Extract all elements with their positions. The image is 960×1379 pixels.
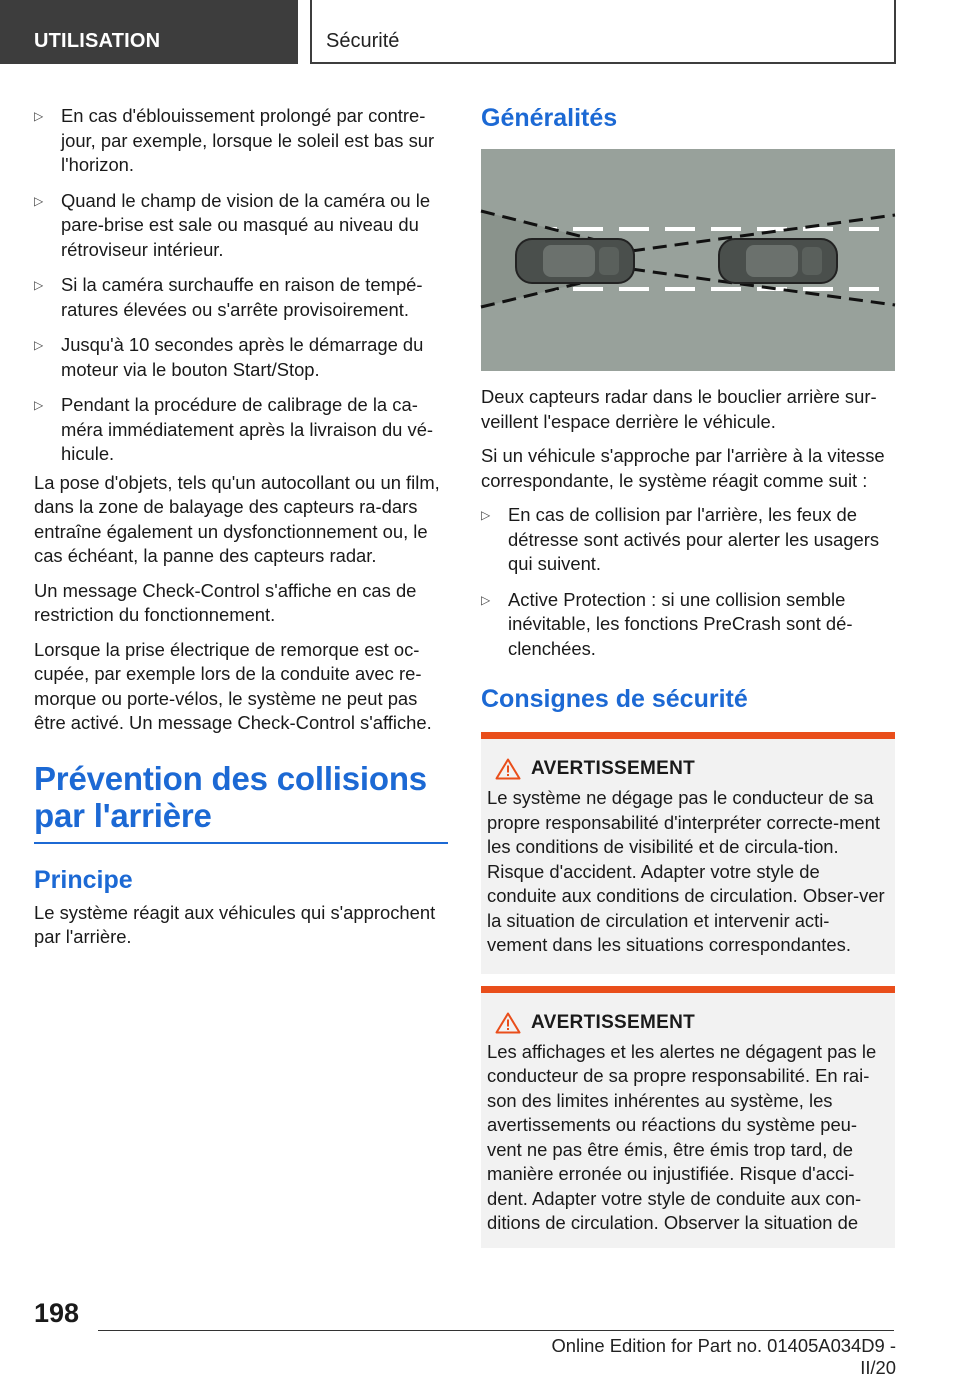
- left-column: [34, 104, 448, 960]
- list-item: [34, 104, 448, 178]
- bullet-triangle-icon: ▷: [34, 193, 44, 208]
- bullet-triangle-icon: ▷: [34, 278, 44, 292]
- edition-footer: Online Edition for Part no. 01405A034D9 - II/20: [551, 1335, 896, 1378]
- bullet-triangle-icon: ▷: [481, 592, 491, 607]
- paragraph: La pose d'objets, tels qu'un autocollant ou un film, dans la zone de balayage des capteurs ra-dars entraîne également un dysfonctionnement ou, le cas échéant, la panne des capteurs radar.: [34, 471, 440, 566]
- paragraph: Si un véhicule s'approche par l'arrière à la vitesse correspondante, le système réagit comme suit :: [481, 445, 885, 491]
- list-item-text: Active Protection : si une collision semble inévitable, les fonctions PreCrash sont dé-clenchées.: [508, 588, 853, 659]
- principle-heading: Principe: [34, 865, 133, 894]
- right-column: [481, 104, 895, 1248]
- own-car-icon: [719, 239, 837, 283]
- following-car-icon: [516, 239, 634, 283]
- page-number: 198: [34, 1298, 80, 1328]
- list-item-text: En cas de collision par l'arrière, les feux de détresse sont activés pour alerter les usagers qui suivent.: [508, 504, 880, 574]
- bullet-triangle-icon: ▷: [481, 508, 491, 522]
- paragraph: Un message Check-Control s'affiche en cas de restriction du fonctionnement.: [34, 579, 417, 625]
- list-item: [34, 333, 448, 382]
- paragraph: Deux capteurs radar dans le bouclier arrière sur-veillent l'espace derrière le véhicule.: [481, 386, 877, 432]
- warning-header: [495, 1012, 887, 1034]
- warning-title: AVERTISSEMENT: [531, 1011, 696, 1033]
- section-title: Prévention des collisions par l'arrière: [34, 760, 448, 844]
- list-item-text: En cas d'éblouissement prolongé par contre-jour, par exemple, lorsque le soleil est bas sur l'horizon.: [61, 105, 435, 175]
- rear-radar-illustration: [481, 149, 895, 371]
- list-item-text: Si la caméra surchauffe en raison de tempé-ratures élevées ou s'arrête provisoirement.: [61, 274, 423, 320]
- warning-box: [481, 732, 895, 974]
- warning-triangle-icon: [495, 758, 521, 780]
- warning-text: Les affichages et les alertes ne dégagent pas le conducteur de sa propre responsabilité. En rai-son des limites inhérentes au système, les avertissements ou réactions du système peu-vent ne pas être émis, être émis trop tard, de manière erronée ou injustifiée. Risque d'acci-dent. Adapter votre style de conduite aux con-ditions de circulation. Observer la situation de: [487, 1040, 877, 1233]
- warning-triangle-icon: [495, 1012, 521, 1034]
- list-item: [481, 588, 895, 662]
- section-tab: UTILISATION: [0, 0, 298, 64]
- chapter-title: Sécurité: [310, 0, 896, 64]
- list-item: [34, 273, 448, 322]
- list-item-text: Pendant la procédure de calibrage de la ca-méra immédiatement après la livraison du vé-hicule.: [61, 394, 434, 464]
- principle-text: Le système réagit aux véhicules qui s'approchent par l'arrière.: [34, 901, 436, 947]
- footer-divider: [98, 1330, 894, 1331]
- paragraph: Lorsque la prise électrique de remorque est oc-cupée, par exemple lors de la conduite avec re-morque ou porte-vélos, le système ne peut pas être activé. Un message Check-Control s'affiche.: [34, 638, 432, 733]
- warning-header: [495, 758, 887, 780]
- general-heading: Généralités: [481, 104, 618, 132]
- bullet-triangle-icon: ▷: [34, 398, 44, 412]
- list-item-text: Jusqu'à 10 secondes après le démarrage du moteur via le bouton Start/Stop.: [61, 334, 424, 380]
- warning-title: AVERTISSEMENT: [531, 758, 696, 779]
- warning-text: Le système ne dégage pas le conducteur de sa propre responsabilité d'interpréter correcte-ment les conditions de visibilité et de circula-tion. Risque d'accident. Adapter votre style de conduite aux conditions de circulation. Obser-ver la situation de circulation et intervenir acti-vement dans les situations correspondantes.: [487, 787, 885, 955]
- list-item: [34, 393, 448, 467]
- list-item: [481, 503, 895, 577]
- bullet-triangle-icon: ▷: [34, 338, 44, 352]
- warning-box: [481, 986, 895, 1248]
- list-item-text: Quand le champ de vision de la caméra ou le pare-brise est sale ou masqué au niveau du rétroviseur intérieur.: [61, 189, 431, 260]
- bullet-triangle-icon: ▷: [34, 109, 44, 123]
- safety-heading: Consignes de sécurité: [481, 685, 748, 713]
- list-item: [34, 189, 448, 263]
